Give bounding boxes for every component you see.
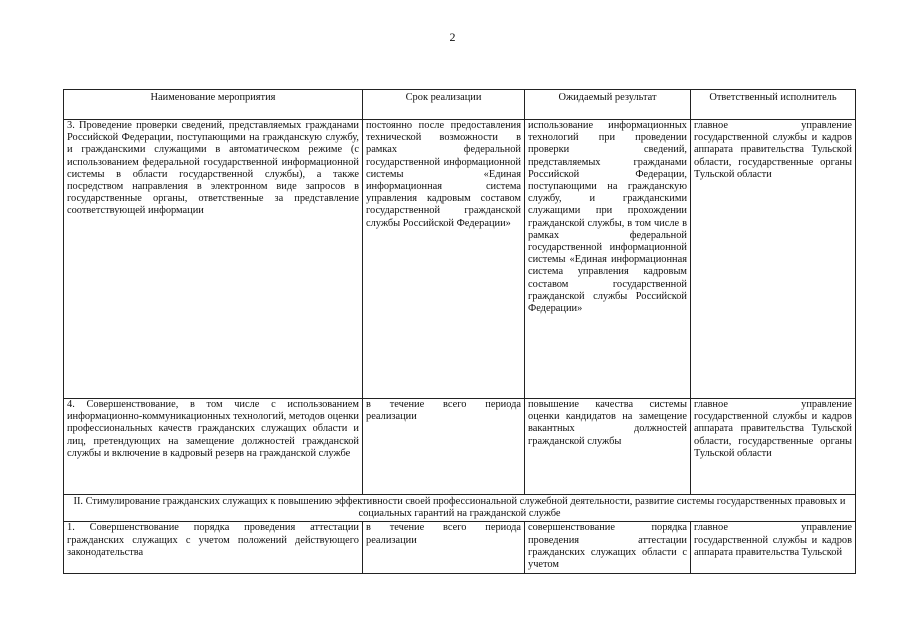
events-table	[63, 89, 856, 574]
header-activity: Наименование мероприятия	[64, 90, 363, 120]
section-title: II. Стимулирование гражданских служащих к повышению эффективности своей профессиональной служебной деятельности, развитие системы государственных правовых и социальных гарантий на гражданской службе	[64, 495, 856, 522]
table-row	[64, 399, 856, 495]
executor-cell: главное управление государственной службы и кадров аппарата правительства Тульской	[691, 522, 856, 574]
result-cell: совершенствование порядка проведения аттестации гражданских служащих области с учетом	[525, 522, 691, 574]
result-cell: использование информационных технологий при проведении проверки сведений, представляемых гражданами Российской Федерации, поступающими на гражданскую службу, и гражданскими служащими при прохождении гражданской службы, в том числе в рамках федеральной государственной информационной системы «Единая информационная система управления кадровым составом государственной гражданской службы Российской Федерации»	[525, 120, 691, 399]
table-header-row	[64, 90, 856, 120]
term-cell: постоянно после предоставления технической возможности в рамках федеральной государственной информационной системы «Единая информационная система управления кадровым составом государственной гражданской службы Российской Федерации»	[363, 120, 525, 399]
term-cell: в течение всего периода реализации	[363, 399, 525, 495]
term-cell: в течение всего периода реализации	[363, 522, 525, 574]
header-result: Ожидаемый результат	[525, 90, 691, 120]
result-cell: повышение качества системы оценки кандидатов на замещение вакантных должностей гражданской службы	[525, 399, 691, 495]
table-row	[64, 120, 856, 399]
activity-cell: 1. Совершенствование порядка проведения аттестации гражданских служащих с учетом положений действующего законодательства	[64, 522, 363, 574]
header-executor: Ответственный исполнитель	[691, 90, 856, 120]
page-number: 2	[449, 30, 456, 44]
table-row	[64, 522, 856, 574]
section-row	[64, 495, 856, 522]
executor-cell: главное управление государственной службы и кадров аппарата правительства Тульской области, государственные органы Тульской области	[691, 120, 856, 399]
activity-cell: 3. Проведение проверки сведений, представляемых гражданами Российской Федерации, поступающими на гражданскую службу, и гражданскими служащими в автоматическом режиме (с использованием федеральной государственной информационной системы в области государственной службы), а также посредством направления в электронном виде запросов в государственные органы, ответственные за представление соответствующей информации	[64, 120, 363, 399]
header-term: Срок реализации	[363, 90, 525, 120]
executor-cell: главное управление государственной службы и кадров аппарата правительства Тульской области, государственные органы Тульской области	[691, 399, 856, 495]
activity-cell: 4. Совершенствование, в том числе с использованием информационно-коммуникационных технологий, методов оценки профессиональных качеств гражданских служащих области и лиц, претендующих на замещение должностей гражданской службы и включение в кадровый резерв на гражданской службе	[64, 399, 363, 495]
